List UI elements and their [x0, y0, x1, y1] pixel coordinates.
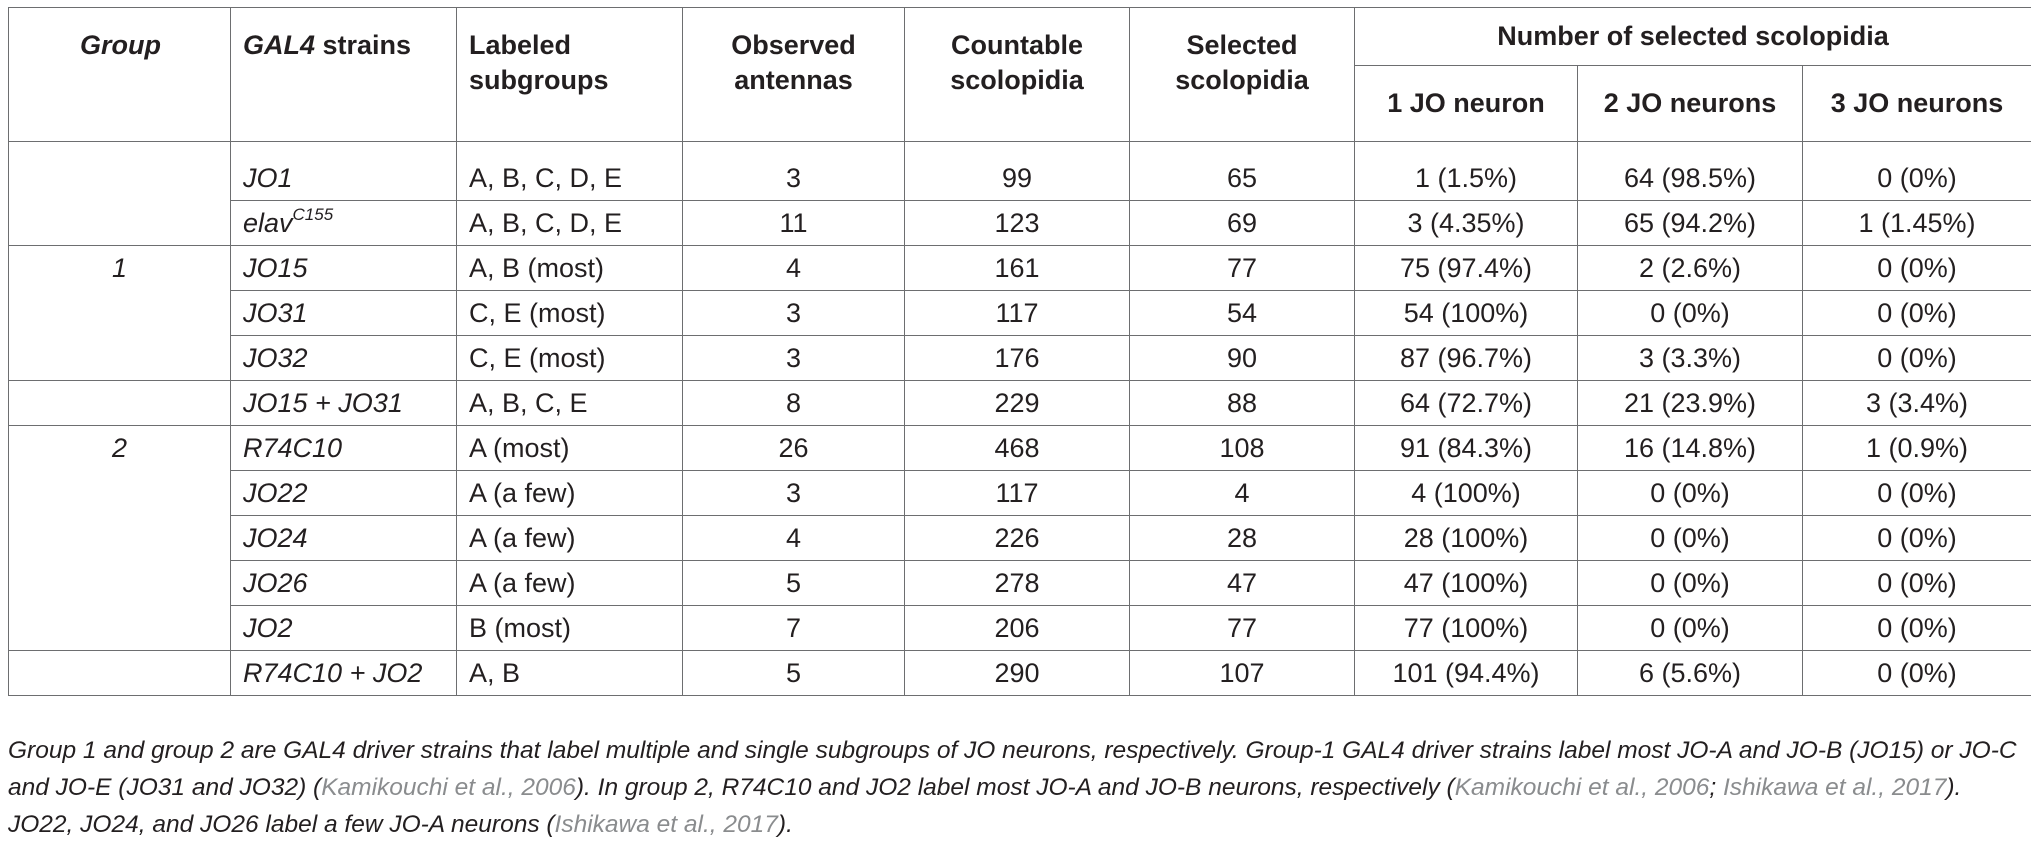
- table-row: [9, 336, 2031, 381]
- cell-two-jo: 0 (0%): [1578, 606, 1803, 651]
- cell-labeled: C, E (most): [457, 336, 683, 381]
- cell-labeled: A, B, C, D, E: [457, 201, 683, 246]
- cell-three-jo: 0 (0%): [1803, 142, 2031, 201]
- caption-separator: ;: [1709, 774, 1723, 801]
- cell-countable: 176: [905, 336, 1130, 381]
- cell-selected: 90: [1130, 336, 1355, 381]
- cell-observed: 26: [683, 426, 905, 471]
- header-gal4-italic: GAL4: [243, 30, 316, 60]
- cell-two-jo: 16 (14.8%): [1578, 426, 1803, 471]
- cell-countable: 161: [905, 246, 1130, 291]
- cell-strain: JO22: [231, 471, 457, 516]
- cell-selected: 54: [1130, 291, 1355, 336]
- cell-countable: 290: [905, 651, 1130, 696]
- data-table-container: [8, 7, 2031, 696]
- caption-text-2: ). In group 2, R74C10 and JO2 label most JO-A and JO-B neurons, respectively (: [575, 774, 1455, 801]
- table-row: [9, 201, 2031, 246]
- cell-countable: 468: [905, 426, 1130, 471]
- header-2-jo-neurons: 2 JO neurons: [1578, 66, 1803, 142]
- cell-observed: 5: [683, 561, 905, 606]
- cell-labeled: A (a few): [457, 471, 683, 516]
- cell-observed: 8: [683, 381, 905, 426]
- cell-observed: 3: [683, 471, 905, 516]
- table-row: [9, 651, 2031, 696]
- strain-name: elav: [243, 208, 293, 238]
- cell-observed: 4: [683, 246, 905, 291]
- cell-strain: JO1: [231, 142, 457, 201]
- table-row: [9, 291, 2031, 336]
- table-row: [9, 561, 2031, 606]
- table-row: [9, 381, 2031, 426]
- cell-strain: JO2: [231, 606, 457, 651]
- cell-selected: 69: [1130, 201, 1355, 246]
- cell-two-jo: 0 (0%): [1578, 471, 1803, 516]
- cell-strain: JO15: [231, 246, 457, 291]
- cell-two-jo: 64 (98.5%): [1578, 142, 1803, 201]
- cell-labeled: C, E (most): [457, 291, 683, 336]
- cell-two-jo: 2 (2.6%): [1578, 246, 1803, 291]
- table-row: [9, 142, 2031, 201]
- group-2-number: 2: [111, 433, 128, 463]
- cell-two-jo: 0 (0%): [1578, 561, 1803, 606]
- cell-observed: 11: [683, 201, 905, 246]
- cell-two-jo: 65 (94.2%): [1578, 201, 1803, 246]
- cell-labeled: B (most): [457, 606, 683, 651]
- cell-three-jo: 0 (0%): [1803, 246, 2031, 291]
- cell-observed: 3: [683, 291, 905, 336]
- cell-three-jo: 0 (0%): [1803, 651, 2031, 696]
- cell-one-jo: 87 (96.7%): [1355, 336, 1578, 381]
- cell-selected: 65: [1130, 142, 1355, 201]
- cell-observed: 5: [683, 651, 905, 696]
- citation-link[interactable]: Ishikawa et al., 2017: [1723, 774, 1947, 801]
- cell-selected: 77: [1130, 246, 1355, 291]
- cell-labeled: A, B (most): [457, 246, 683, 291]
- cell-three-jo: 0 (0%): [1803, 516, 2031, 561]
- citation-link[interactable]: Kamikouchi et al., 2006: [1454, 774, 1710, 801]
- cell-two-jo: 21 (23.9%): [1578, 381, 1803, 426]
- header-3-jo-neurons: 3 JO neurons: [1803, 66, 2031, 142]
- caption-text-1: Group 1 and group 2 are GAL4 driver strains that label multiple and single subgroups of JO neurons, respectively. Group-1 GAL4 driver strains label most JO-A and JO-B (JO15) or JO-C and JO-E (JO31 and JO32) (: [8, 737, 2017, 801]
- cell-countable: 99: [905, 142, 1130, 201]
- cell-one-jo: 4 (100%): [1355, 471, 1578, 516]
- cell-observed: 3: [683, 336, 905, 381]
- scolopidia-table: [8, 7, 2031, 696]
- cell-three-jo: 1 (0.9%): [1803, 426, 2031, 471]
- group-cell-empty: [9, 651, 231, 696]
- cell-strain: JO26: [231, 561, 457, 606]
- cell-three-jo: 3 (3.4%): [1803, 381, 2031, 426]
- header-labeled-subgroups: Labeled subgroups: [457, 8, 683, 142]
- group-1-label: [9, 246, 231, 381]
- cell-countable: 117: [905, 291, 1130, 336]
- cell-one-jo: 77 (100%): [1355, 606, 1578, 651]
- cell-one-jo: 91 (84.3%): [1355, 426, 1578, 471]
- cell-three-jo: 0 (0%): [1803, 336, 2031, 381]
- cell-labeled: A, B: [457, 651, 683, 696]
- header-observed-antennas: Observed antennas: [683, 8, 905, 142]
- header-gal4-strains: [231, 8, 457, 142]
- caption-text-4: ).: [777, 811, 793, 838]
- table-row: [9, 426, 2031, 471]
- cell-strain: R74C10: [231, 426, 457, 471]
- cell-strain: JO15 + JO31: [231, 381, 457, 426]
- table-row: [9, 516, 2031, 561]
- header-strains-text: strains: [315, 30, 412, 60]
- cell-labeled: A (a few): [457, 516, 683, 561]
- cell-selected: 107: [1130, 651, 1355, 696]
- table-caption: [8, 732, 2023, 843]
- cell-labeled: A, B, C, D, E: [457, 142, 683, 201]
- header-1-jo-neuron: 1 JO neuron: [1355, 66, 1578, 142]
- cell-labeled: A, B, C, E: [457, 381, 683, 426]
- group-cell-empty: [9, 381, 231, 426]
- cell-one-jo: 75 (97.4%): [1355, 246, 1578, 291]
- cell-one-jo: 47 (100%): [1355, 561, 1578, 606]
- cell-countable: 229: [905, 381, 1130, 426]
- strain-superscript: C155: [292, 205, 334, 224]
- cell-one-jo: 3 (4.35%): [1355, 201, 1578, 246]
- cell-observed: 3: [683, 142, 905, 201]
- header-group: Group: [9, 8, 231, 142]
- header-selected-scolopidia: Selected scolopidia: [1130, 8, 1355, 142]
- citation-link[interactable]: Ishikawa et al., 2017: [554, 811, 778, 838]
- table-row: [9, 471, 2031, 516]
- cell-countable: 123: [905, 201, 1130, 246]
- cell-countable: 278: [905, 561, 1130, 606]
- cell-strain: [231, 201, 457, 246]
- cell-two-jo: 0 (0%): [1578, 516, 1803, 561]
- cell-strain: JO32: [231, 336, 457, 381]
- cell-selected: 88: [1130, 381, 1355, 426]
- table-row: [9, 246, 2031, 291]
- cell-selected: 4: [1130, 471, 1355, 516]
- cell-strain: R74C10 + JO2: [231, 651, 457, 696]
- cell-two-jo: 0 (0%): [1578, 291, 1803, 336]
- table-row: [9, 606, 2031, 651]
- cell-strain: JO31: [231, 291, 457, 336]
- cell-one-jo: 28 (100%): [1355, 516, 1578, 561]
- header-countable-scolopidia: Countable scolopidia: [905, 8, 1130, 142]
- cell-three-jo: 0 (0%): [1803, 606, 2031, 651]
- cell-selected: 77: [1130, 606, 1355, 651]
- cell-countable: 117: [905, 471, 1130, 516]
- cell-one-jo: 101 (94.4%): [1355, 651, 1578, 696]
- cell-labeled: A (most): [457, 426, 683, 471]
- cell-selected: 28: [1130, 516, 1355, 561]
- cell-observed: 4: [683, 516, 905, 561]
- group-2-label: [9, 426, 231, 651]
- citation-link[interactable]: Kamikouchi et al., 2006: [321, 774, 576, 801]
- cell-observed: 7: [683, 606, 905, 651]
- cell-labeled: A (a few): [457, 561, 683, 606]
- header-number-selected-scolopidia: Number of selected scolopidia: [1355, 8, 2031, 66]
- cell-one-jo: 1 (1.5%): [1355, 142, 1578, 201]
- cell-selected: 47: [1130, 561, 1355, 606]
- group-cell-empty: [9, 142, 231, 246]
- cell-three-jo: 0 (0%): [1803, 561, 2031, 606]
- cell-one-jo: 64 (72.7%): [1355, 381, 1578, 426]
- cell-three-jo: 1 (1.45%): [1803, 201, 2031, 246]
- cell-one-jo: 54 (100%): [1355, 291, 1578, 336]
- cell-countable: 206: [905, 606, 1130, 651]
- cell-two-jo: 6 (5.6%): [1578, 651, 1803, 696]
- cell-three-jo: 0 (0%): [1803, 471, 2031, 516]
- cell-countable: 226: [905, 516, 1130, 561]
- cell-strain: JO24: [231, 516, 457, 561]
- caption-text-3: ). JO22, JO24, and JO26 label a few JO-A neurons (: [8, 774, 1962, 838]
- cell-three-jo: 0 (0%): [1803, 291, 2031, 336]
- group-1-number: 1: [111, 253, 128, 283]
- cell-selected: 108: [1130, 426, 1355, 471]
- cell-two-jo: 3 (3.3%): [1578, 336, 1803, 381]
